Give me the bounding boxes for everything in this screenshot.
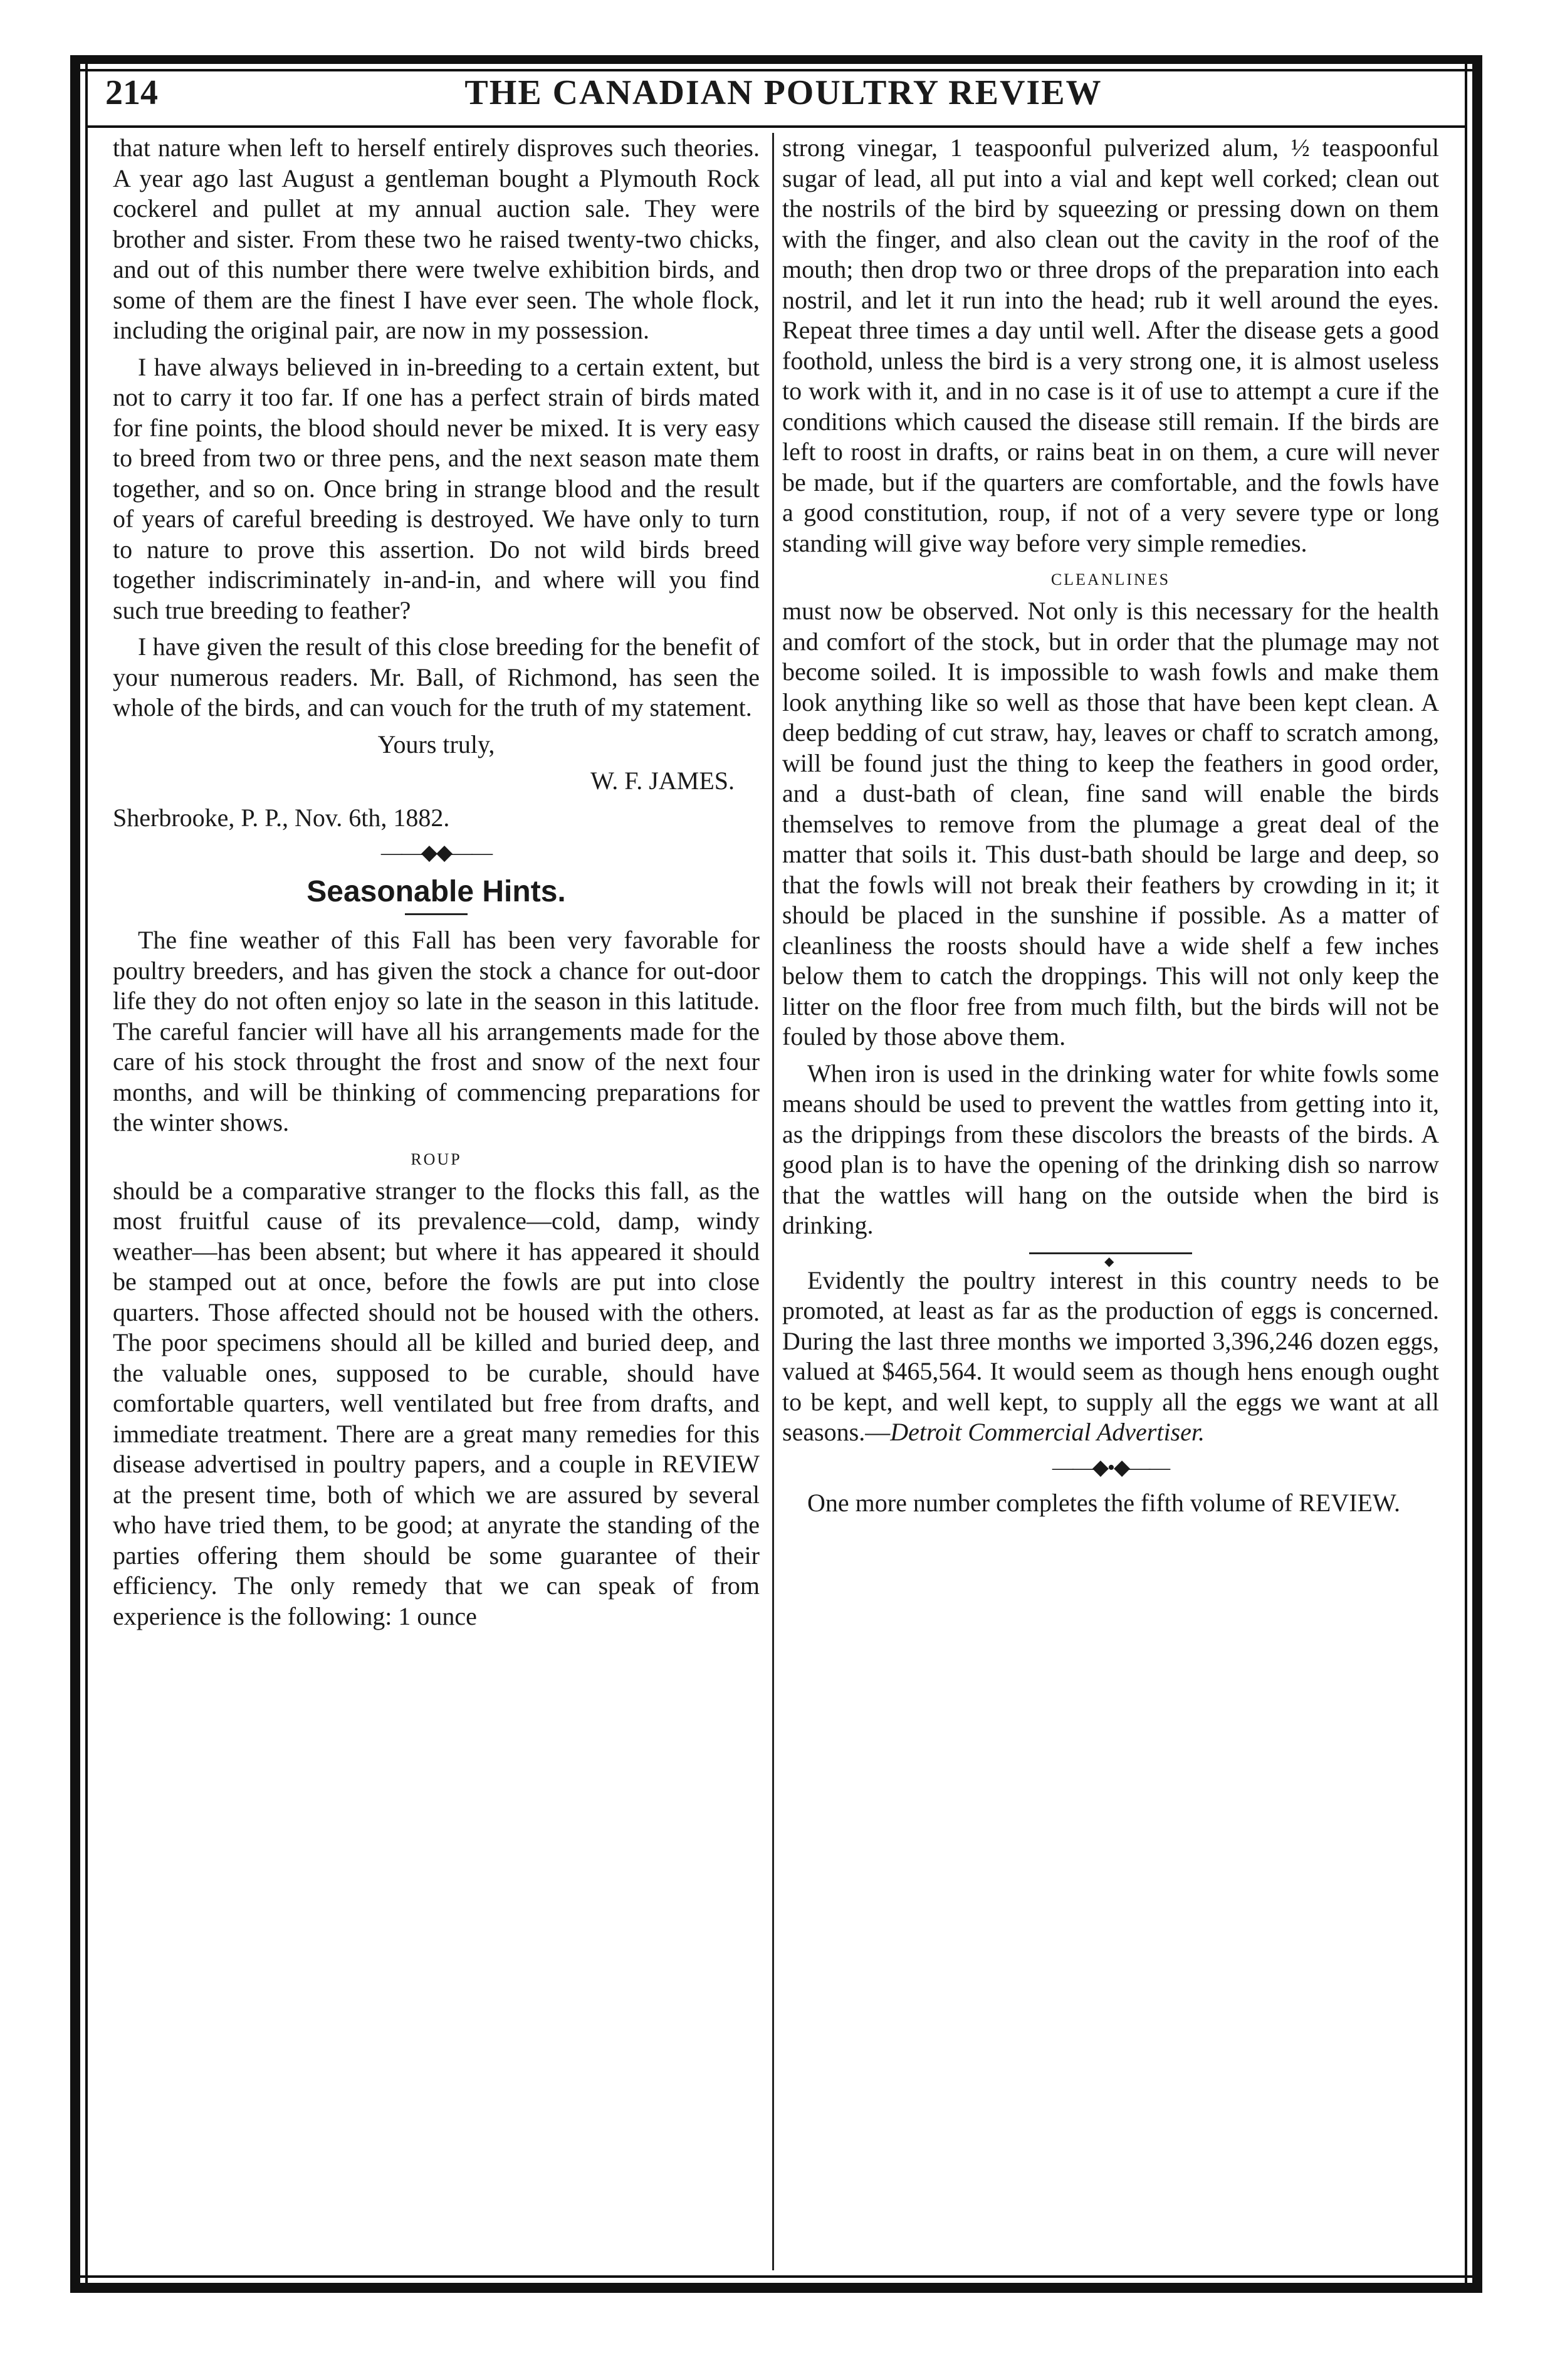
header-rule xyxy=(88,125,1465,128)
eggs-source: Detroit Commercial Advertiser. xyxy=(890,1418,1205,1446)
eggs-paragraph-text: Evidently the poultry interest in this country needs to be promoted, at least as far as the production of eggs is concerned. During the last three months we imported 3,396,246 dozen eggs, valued at $465,564. It would seem as though hens enough ought to be kept, and well kept, to supply all the eggs we want at all seasons.— xyxy=(782,1266,1439,1446)
page-border-right-outer xyxy=(1472,55,1482,2293)
ornament-divider: ——◆◆—— xyxy=(380,841,492,864)
title-rule xyxy=(405,913,468,915)
article-title: Seasonable Hints. xyxy=(306,875,566,908)
closing-paragraph: One more number completes the fifth volume of REVIEW. xyxy=(807,1488,1401,1517)
page-border-left-outer xyxy=(70,55,80,2293)
letter-place-date: Sherbrooke, P. P., Nov. 6th, 1882. xyxy=(113,803,450,832)
left-column xyxy=(113,133,760,1632)
roup-heading: ROUP xyxy=(411,1150,462,1168)
letter-paragraph-3: I have given the result of this close breeding for the benefit of your numerous readers. Mr. Ball, of Richmond, has seen the whole of the birds, and can vouch for the truth of my statement. xyxy=(113,632,760,721)
column-rule xyxy=(772,133,774,2270)
letter-signature: W. F. JAMES. xyxy=(590,767,735,795)
intro-paragraph: The fine weather of this Fall has been very favorable for poultry breeders, and has given the stock a chance for out-door life they do not often enjoy so late in the season in this latitude. The careful fancier will have all his arrangements made for the care of his stock throught the frost and snow of the next four months, and will be thinking of commencing preparations for the winter shows. xyxy=(113,926,760,1136)
letter-paragraph-1: that nature when left to herself entirely disproves such theories. A year ago last August a gentleman bought a Plymouth Rock cockerel and pullet at my annual auction sale. They were brother and sister. From these two he raised twenty-two chicks, and out of this number there were twelve exhibition birds, and some of them are the finest I have ever seen. The whole flock, including the original pair, are now in my possession. xyxy=(113,134,760,344)
cleanliness-paragraph: must now be observed. Not only is this necessary for the health and comfort of the stock, but in order that the plumage may not become soiled. It is impossible to wash fowls and make them look anything like so well as those that have been kept clean. A deep bedding of cut straw, hay, leaves or chaff to scratch among, will be found just the thing to keep the feathers in good order, and a dust-bath of clean, fine sand will enable the birds themselves to remove from the plumage a great deal of the matter that soils it. This dust-bath should be large and deep, so that the fowls will not break their feathers by crowding in it; it should be placed in the sunshine if possible. As a matter of cleanliness the roosts should have a wide shelf a few inches below them to catch the droppings. This will not only keep the litter on the floor free from much filth, but the birds will not be fouled by those above them. xyxy=(782,597,1439,1051)
separator-diamond-icon: ◆ xyxy=(1104,1254,1114,1269)
section-separator xyxy=(1029,1252,1192,1269)
ornament-divider-2: ——◆•◆—— xyxy=(1052,1455,1170,1479)
roup-continued-paragraph: strong vinegar, 1 teaspoonful pulverized alum, ½ teaspoonful sugar of lead, all put into a vial and kept well corked; clean out the nostrils of the bird by squeezing or pressing down on them with the finger, and also clean out the cavity in the roof of the mouth; then drop two or three drops of the preparation into each nostril, and let it run into the head; rub it well around the eyes. Repeat three times a day until well. After the disease gets a good foothold, unless the bird is a very strong one, it is almost useless to work with it, and in no case is it of use to attempt a cure if the conditions which caused the disease still remain. If the birds are left to roost in drafts, or rains beat in on them, a cure will never be made, but if the quarters are comfortable, and the fowls have a good constitution, roup, if not of a very severe type or long standing will give way before very simple remedies. xyxy=(782,134,1439,557)
page-number: 214 xyxy=(105,73,158,112)
page-border-right-inner xyxy=(1465,55,1467,2293)
right-column xyxy=(782,133,1439,1518)
page-border-top-inner xyxy=(80,69,1472,71)
letter-closing: Yours truly, xyxy=(377,730,495,758)
running-head: THE CANADIAN POULTRY REVIEW xyxy=(464,73,1102,112)
page-border-left-inner xyxy=(85,55,88,2293)
page-border-top-outer xyxy=(70,55,1482,64)
iron-paragraph: When iron is used in the drinking water for white fowls some means should be used to prevent the wattles from getting into it, as the drippings from these discolors the breasts of the birds. A good plan is to have the opening of the drinking dish so narrow that the wattles will hang on the outside when the bird is drinking. xyxy=(782,1059,1439,1239)
roup-paragraph: should be a comparative stranger to the flocks this fall, as the most fruitful cause of its prevalence—cold, damp, windy weather—has been absent; but where it has appeared it should be stamped out at once, before the fowls are put into close quarters. Those affected should not be housed with the others. The poor specimens should all be killed and buried deep, and the valuable ones, supposed to be curable, should have comfortable quarters, well ventilated but free from drafts, and immediate treatment. There are a great many remedies for this disease advertised in poultry papers, and a couple in REVIEW at the present time, both of which we are assured by several who have tried them, to be good; at anyrate the standing of the parties offering them should be some guarantee of their efficiency. The only remedy that we can speak of from experience is the following: 1 ounce xyxy=(113,1176,760,1630)
page-border-bottom-inner xyxy=(80,2275,1472,2278)
page-border-bottom-outer xyxy=(70,2283,1482,2293)
letter-paragraph-2: I have always believed in in-breeding to a certain extent, but not to carry it too far. If one has a perfect strain of birds mated for fine points, the blood should never be mixed. It is very easy to breed from two or three pens, and the next season mate them together, and so on. Once bring in strange blood and the result of years of careful breeding is destroyed. We have only to turn to nature to prove this assertion. Do not wild birds breed together indiscriminately in-and-in, and where will you find such true breeding to feather? xyxy=(113,352,760,624)
cleanliness-heading: CLEANLINES xyxy=(1050,570,1171,589)
eggs-paragraph xyxy=(782,1266,1439,1448)
